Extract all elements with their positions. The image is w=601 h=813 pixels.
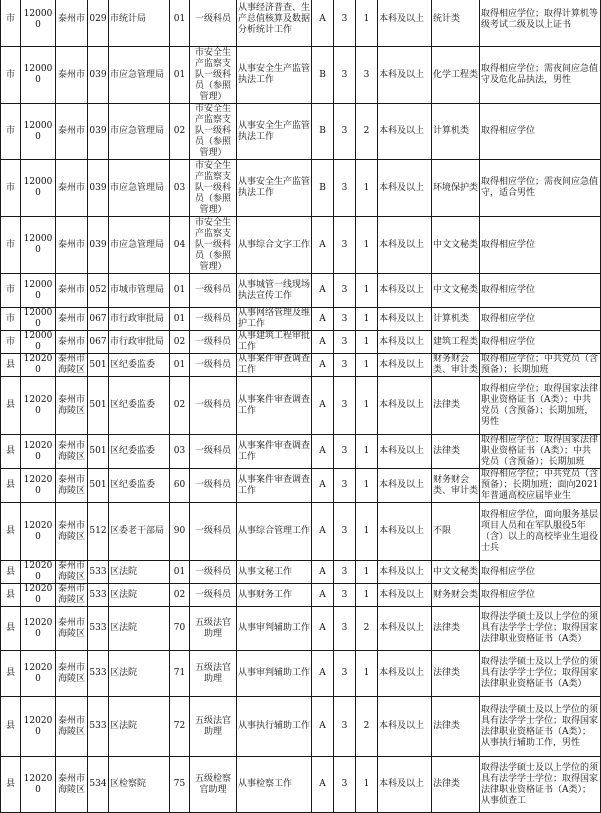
table-row — [1, 377, 601, 435]
major-cell: 法律类 — [432, 697, 480, 757]
education-cell: 本科及以上 — [378, 331, 432, 354]
duty-cell: 从事城管一线现场执法宣传工作 — [237, 274, 312, 308]
exam-cell: 3 — [334, 697, 356, 757]
duty-cell: 从事安全生产监管执法工作 — [237, 104, 312, 160]
position-code-cell: 90 — [170, 503, 190, 561]
unit-code-cell: 533 — [88, 561, 109, 584]
area-cell: 泰州市 — [56, 0, 88, 47]
major-cell: 计算机类 — [432, 308, 480, 331]
requirements-cell: 取得相应学位；取得计算机等级考试二级及以上证书 — [480, 0, 601, 47]
major-cell: 法律类 — [432, 757, 480, 813]
level-cell: 市 — [1, 308, 21, 331]
level-cell: 县 — [1, 561, 21, 584]
table-row — [1, 561, 601, 584]
level-cell: 市 — [1, 0, 21, 47]
education-cell: 本科及以上 — [378, 607, 432, 651]
education-cell: 本科及以上 — [378, 697, 432, 757]
duty-cell: 从事综合文字工作 — [237, 217, 312, 274]
position-type-cell: 一级科员 — [190, 354, 237, 377]
number-cell: 1 — [356, 435, 378, 469]
exam-cell: 3 — [334, 274, 356, 308]
exam-cell: 3 — [334, 308, 356, 331]
unit-cell: 区纪委监委 — [109, 354, 170, 377]
exam-cell: 3 — [334, 561, 356, 584]
table-row — [1, 308, 601, 331]
category-cell: A — [312, 435, 334, 469]
unit-cell: 区法院 — [109, 584, 170, 607]
position-code-cell: 02 — [170, 584, 190, 607]
area-cell: 泰州市海陵区 — [56, 377, 88, 435]
table-row — [1, 274, 601, 308]
unit-code-cell: 533 — [88, 584, 109, 607]
area-code-cell: 120200 — [21, 757, 56, 813]
position-code-cell: 75 — [170, 757, 190, 813]
position-type-cell: 市安全生产监察支队一级科员（参照管理） — [190, 104, 237, 160]
position-code-cell: 72 — [170, 697, 190, 757]
education-cell: 本科及以上 — [378, 757, 432, 813]
unit-cell: 市统计局 — [109, 0, 170, 47]
unit-code-cell: 512 — [88, 503, 109, 561]
duty-cell: 从事文秘工作 — [237, 561, 312, 584]
requirements-cell: 取得法学硕士及以上学位的须具有法学学士学位；取得国家法律职业资格证书（A类） — [480, 607, 601, 651]
position-type-cell: 一级科员 — [190, 584, 237, 607]
level-cell: 市 — [1, 217, 21, 274]
exam-cell: 3 — [334, 377, 356, 435]
number-cell: 1 — [356, 217, 378, 274]
table-row — [1, 584, 601, 607]
category-cell: A — [312, 469, 334, 503]
level-cell: 县 — [1, 503, 21, 561]
position-type-cell: 一级科员 — [190, 274, 237, 308]
area-cell: 泰州市海陵区 — [56, 757, 88, 813]
requirements-cell: 取得相应学位 — [480, 217, 601, 274]
education-cell: 本科及以上 — [378, 503, 432, 561]
level-cell: 市 — [1, 274, 21, 308]
area-code-cell: 120000 — [21, 104, 56, 160]
unit-cell: 区纪委监委 — [109, 435, 170, 469]
number-cell: 1 — [356, 308, 378, 331]
requirements-cell: 取得相应学位；需夜间应急值守，适合男性 — [480, 160, 601, 217]
area-code-cell: 120200 — [21, 354, 56, 377]
position-code-cell: 03 — [170, 160, 190, 217]
education-cell: 本科及以上 — [378, 217, 432, 274]
unit-code-cell: 501 — [88, 435, 109, 469]
education-cell: 本科及以上 — [378, 104, 432, 160]
duty-cell: 从事综合管理工作 — [237, 503, 312, 561]
education-cell: 本科及以上 — [378, 377, 432, 435]
unit-code-cell: 501 — [88, 354, 109, 377]
position-type-cell: 一级科员 — [190, 469, 237, 503]
level-cell: 县 — [1, 757, 21, 813]
unit-cell: 市行政审批局 — [109, 308, 170, 331]
unit-cell: 区法院 — [109, 607, 170, 651]
exam-cell: 3 — [334, 469, 356, 503]
exam-cell: 3 — [334, 104, 356, 160]
unit-cell: 市应急管理局 — [109, 104, 170, 160]
requirements-cell: 取得相应学位；需夜间应急值守及危化品执法，男性 — [480, 47, 601, 104]
major-cell: 法律类 — [432, 607, 480, 651]
unit-cell: 市应急管理局 — [109, 217, 170, 274]
duty-cell: 从事案件审查调查工作 — [237, 469, 312, 503]
position-code-cell: 01 — [170, 47, 190, 104]
area-code-cell: 120000 — [21, 47, 56, 104]
area-code-cell: 120000 — [21, 0, 56, 47]
category-cell: A — [312, 0, 334, 47]
unit-cell: 区检察院 — [109, 757, 170, 813]
table-row — [1, 47, 601, 104]
level-cell: 县 — [1, 377, 21, 435]
number-cell: 1 — [356, 469, 378, 503]
requirements-cell: 取得相应学位，面向服务基层项目人员和在军队服役5年（含）以上的高校毕业生退役士兵 — [480, 503, 601, 561]
area-code-cell: 120200 — [21, 697, 56, 757]
unit-cell: 市应急管理局 — [109, 47, 170, 104]
unit-cell: 区法院 — [109, 651, 170, 697]
major-cell: 计算机类 — [432, 104, 480, 160]
requirements-cell: 取得相应学位 — [480, 561, 601, 584]
category-cell: A — [312, 503, 334, 561]
table-row — [1, 651, 601, 697]
education-cell: 本科及以上 — [378, 435, 432, 469]
unit-code-cell: 039 — [88, 104, 109, 160]
unit-code-cell: 067 — [88, 331, 109, 354]
major-cell: 中文文秘类 — [432, 274, 480, 308]
table-row — [1, 757, 601, 813]
table-row — [1, 503, 601, 561]
table-row — [1, 0, 601, 47]
level-cell: 县 — [1, 354, 21, 377]
category-cell: A — [312, 607, 334, 651]
education-cell: 本科及以上 — [378, 561, 432, 584]
area-cell: 泰州市海陵区 — [56, 697, 88, 757]
level-cell: 县 — [1, 584, 21, 607]
position-code-cell: 04 — [170, 217, 190, 274]
position-type-cell: 一级科员 — [190, 308, 237, 331]
category-cell: A — [312, 757, 334, 813]
position-code-cell: 70 — [170, 607, 190, 651]
category-cell: A — [312, 217, 334, 274]
duty-cell: 从事审判辅助工作 — [237, 651, 312, 697]
category-cell: B — [312, 104, 334, 160]
exam-cell: 3 — [334, 651, 356, 697]
area-code-cell: 120200 — [21, 584, 56, 607]
area-cell: 泰州市海陵区 — [56, 469, 88, 503]
duty-cell: 从事检察工作 — [237, 757, 312, 813]
category-cell: A — [312, 331, 334, 354]
major-cell: 统计类 — [432, 0, 480, 47]
table-row — [1, 697, 601, 757]
requirements-cell: 取得法学硕士及以上学位的须具有法学学士学位；取得国家法律职业资格证书（A类）；从事执行辅助工作，男性 — [480, 697, 601, 757]
number-cell: 1 — [356, 561, 378, 584]
area-code-cell: 120000 — [21, 160, 56, 217]
unit-cell: 市应急管理局 — [109, 160, 170, 217]
position-code-cell: 02 — [170, 377, 190, 435]
table-row — [1, 331, 601, 354]
category-cell: B — [312, 160, 334, 217]
education-cell: 本科及以上 — [378, 651, 432, 697]
position-type-cell: 市安全生产监察支队一级科员（参照管理） — [190, 217, 237, 274]
area-cell: 泰州市海陵区 — [56, 607, 88, 651]
major-cell: 财务财会类、审计类 — [433, 354, 479, 375]
position-type-cell: 一级科员 — [190, 331, 237, 354]
position-code-cell: 01 — [170, 274, 190, 308]
table-row — [1, 217, 601, 274]
duty-cell: 从事安全生产监管执法工作 — [237, 47, 312, 104]
level-cell: 县 — [1, 607, 21, 651]
area-cell: 泰州市 — [56, 160, 88, 217]
position-type-cell: 一级科员 — [190, 561, 237, 584]
level-cell: 市 — [1, 47, 21, 104]
requirements-cell: 取得相应学位 — [480, 584, 601, 607]
area-code-cell: 120000 — [21, 217, 56, 274]
exam-cell: 3 — [334, 607, 356, 651]
number-cell: 1 — [356, 274, 378, 308]
major-cell: 化学工程类 — [432, 47, 480, 104]
area-code-cell: 120200 — [21, 377, 56, 435]
education-cell: 本科及以上 — [378, 0, 432, 47]
number-cell: 2 — [356, 104, 378, 160]
requirements-cell: 取得法学硕士及以上学位的须具有法学学士学位；取得国家法律职业资格证书（A类）；从事侦查工 — [480, 757, 601, 813]
area-cell: 泰州市 — [56, 47, 88, 104]
area-code-cell: 120000 — [21, 274, 56, 308]
unit-cell: 区委老干部局 — [109, 503, 170, 561]
category-cell: A — [312, 377, 334, 435]
unit-cell: 区法院 — [109, 561, 170, 584]
major-cell: 法律类 — [432, 377, 480, 435]
unit-cell: 区纪委监委 — [109, 377, 170, 435]
education-cell: 本科及以上 — [378, 308, 432, 331]
number-cell: 1 — [356, 0, 378, 47]
unit-code-cell: 533 — [88, 697, 109, 757]
unit-cell: 区法院 — [109, 697, 170, 757]
unit-code-cell: 029 — [88, 0, 109, 47]
area-code-cell: 120200 — [21, 607, 56, 651]
unit-cell: 市城市管理局 — [109, 274, 170, 308]
requirements-cell: 取得相应学位；中共党员（含预备）；长期加班；面向2021年普通高校应届毕业生 — [480, 469, 601, 503]
category-cell: A — [312, 584, 334, 607]
level-cell: 县 — [1, 651, 21, 697]
area-cell: 泰州市 — [56, 274, 88, 308]
unit-code-cell: 039 — [88, 160, 109, 217]
unit-cell: 区纪委监委 — [109, 469, 170, 503]
position-code-cell: 03 — [170, 435, 190, 469]
category-cell: A — [312, 308, 334, 331]
education-cell: 本科及以上 — [378, 584, 432, 607]
duty-cell: 从事案件审查调查工作 — [237, 377, 312, 435]
unit-cell: 市行政审批局 — [109, 331, 170, 354]
category-cell: A — [312, 561, 334, 584]
major-cell: 中文文秘类 — [432, 561, 480, 584]
requirements-cell: 取得相应学位；取得国家法律职业资格证书（A类）；中共党员（含预备）；长期加班，男性 — [480, 377, 601, 435]
exam-cell: 3 — [334, 331, 356, 354]
duty-cell: 从事经济普查、生产总值核算及数据分析统计工作 — [237, 0, 312, 47]
major-cell: 财务财会类 — [432, 584, 480, 607]
position-type-cell: 一级科员 — [190, 377, 237, 435]
area-cell: 泰州市 — [56, 104, 88, 160]
unit-code-cell: 534 — [88, 757, 109, 813]
position-code-cell: 01 — [170, 0, 190, 47]
area-code-cell: 120200 — [21, 651, 56, 697]
duty-cell: 从事安全生产监管执法工作 — [237, 160, 312, 217]
position-type-cell: 五级法官助理 — [190, 651, 237, 697]
exam-cell: 3 — [334, 503, 356, 561]
exam-cell: 3 — [334, 160, 356, 217]
area-cell: 泰州市 — [56, 308, 88, 331]
table-row — [1, 435, 601, 469]
number-cell: 1 — [356, 757, 378, 813]
area-cell: 泰州市海陵区 — [56, 584, 88, 607]
number-cell: 2 — [356, 607, 378, 651]
unit-code-cell: 039 — [88, 217, 109, 274]
category-cell: B — [312, 47, 334, 104]
category-cell: A — [312, 354, 334, 377]
level-cell: 市 — [1, 331, 21, 354]
requirements-cell: 取得法学硕士及以上学位的须具有法学学士学位；取得国家法律职业资格证书（A类） — [480, 651, 601, 697]
position-type-cell: 五级检察官助理 — [190, 757, 237, 813]
table-row — [1, 354, 601, 377]
position-type-cell: 一级科员 — [190, 503, 237, 561]
major-cell: 中文文秘类 — [432, 217, 480, 274]
table-row — [1, 607, 601, 651]
number-cell: 1 — [356, 160, 378, 217]
education-cell: 本科及以上 — [378, 160, 432, 217]
requirements-cell: 取得相应学位；取得国家法律职业资格证书（A类）；中共党员（含预备）；长期加班 — [480, 435, 601, 469]
table-row — [1, 469, 601, 503]
education-cell: 本科及以上 — [378, 47, 432, 104]
position-code-cell: 01 — [170, 354, 190, 377]
major-cell: 财务财会类、审计类 — [432, 469, 480, 503]
position-type-cell: 市安全生产监察支队一级科员（参照管理） — [190, 160, 237, 217]
unit-code-cell: 039 — [88, 47, 109, 104]
duty-cell: 从事执行辅助工作 — [237, 697, 312, 757]
position-code-cell: 01 — [170, 561, 190, 584]
exam-cell: 3 — [334, 757, 356, 813]
category-cell: A — [312, 651, 334, 697]
number-cell: 1 — [356, 331, 378, 354]
major-cell: 法律类 — [432, 435, 480, 469]
position-code-cell: 02 — [170, 104, 190, 160]
duty-cell: 从事审判辅助工作 — [237, 607, 312, 651]
major-cell: 建筑工程类 — [432, 331, 480, 354]
table-row — [1, 160, 601, 217]
position-type-cell: 一级科员 — [190, 435, 237, 469]
major-cell: 法律类 — [432, 651, 480, 697]
area-cell: 泰州市海陵区 — [56, 651, 88, 697]
major-cell: 不限 — [432, 503, 480, 561]
exam-cell: 3 — [334, 0, 356, 47]
requirements-cell: 取得相应学位；中共党员（含预备）；长期加班 — [480, 354, 601, 377]
position-code-cell: 71 — [170, 651, 190, 697]
category-cell: A — [312, 274, 334, 308]
requirements-cell: 取得相应学位 — [480, 274, 601, 308]
area-code-cell: 120200 — [21, 469, 56, 503]
requirements-cell: 取得相应学位 — [480, 308, 601, 331]
position-code-cell: 02 — [170, 331, 190, 354]
exam-cell: 3 — [334, 217, 356, 274]
area-code-cell: 120000 — [21, 331, 56, 354]
number-cell: 1 — [356, 377, 378, 435]
area-cell: 泰州市海陵区 — [56, 561, 88, 584]
unit-code-cell: 533 — [88, 651, 109, 697]
duty-cell: 从事案件审查调查工作 — [238, 354, 311, 375]
area-code-cell: 120200 — [21, 561, 56, 584]
area-cell: 泰州市 — [56, 217, 88, 274]
area-cell: 泰州市海陵区 — [56, 435, 88, 469]
level-cell: 县 — [1, 469, 21, 503]
position-code-cell: 01 — [170, 308, 190, 331]
duty-cell: 从事案件审查调查工作 — [237, 435, 312, 469]
unit-code-cell: 501 — [88, 469, 109, 503]
level-cell: 县 — [1, 435, 21, 469]
unit-code-cell: 052 — [88, 274, 109, 308]
exam-cell: 3 — [334, 354, 356, 377]
exam-cell: 3 — [334, 584, 356, 607]
number-cell: 2 — [356, 697, 378, 757]
number-cell: 1 — [356, 503, 378, 561]
education-cell: 本科及以上 — [378, 469, 432, 503]
duty-cell: 从事财务工作 — [237, 584, 312, 607]
area-cell: 泰州市海陵区 — [56, 354, 88, 377]
table-row — [1, 104, 601, 160]
major-cell: 环境保护类 — [432, 160, 480, 217]
duty-cell: 从事建筑工程审批工作 — [238, 331, 311, 352]
unit-code-cell: 501 — [88, 377, 109, 435]
unit-code-cell: 533 — [88, 607, 109, 651]
level-cell: 市 — [1, 160, 21, 217]
position-type-cell: 市安全生产监察支队一级科员（参照管理） — [190, 47, 237, 104]
number-cell: 1 — [356, 584, 378, 607]
position-type-cell: 一级科员 — [190, 0, 237, 47]
exam-cell: 3 — [334, 47, 356, 104]
education-cell: 本科及以上 — [378, 354, 432, 377]
area-code-cell: 120200 — [21, 503, 56, 561]
duty-cell: 从事网络管理及维护工作 — [238, 308, 311, 329]
position-type-cell: 五级法官助理 — [190, 607, 237, 651]
category-cell: A — [312, 697, 334, 757]
area-code-cell: 120000 — [21, 308, 56, 331]
position-code-cell: 60 — [170, 469, 190, 503]
exam-cell: 3 — [334, 435, 356, 469]
level-cell: 县 — [1, 697, 21, 757]
area-code-cell: 120200 — [21, 435, 56, 469]
position-type-cell: 五级法官助理 — [190, 697, 237, 757]
unit-code-cell: 067 — [88, 308, 109, 331]
level-cell: 市 — [1, 104, 21, 160]
number-cell: 1 — [356, 354, 378, 377]
requirements-cell: 取得相应学位 — [480, 331, 601, 354]
number-cell: 1 — [356, 651, 378, 697]
area-cell: 泰州市 — [56, 331, 88, 354]
number-cell: 3 — [356, 47, 378, 104]
education-cell: 本科及以上 — [378, 274, 432, 308]
area-cell: 泰州市海陵区 — [56, 503, 88, 561]
requirements-cell: 取得相应学位 — [480, 104, 601, 160]
